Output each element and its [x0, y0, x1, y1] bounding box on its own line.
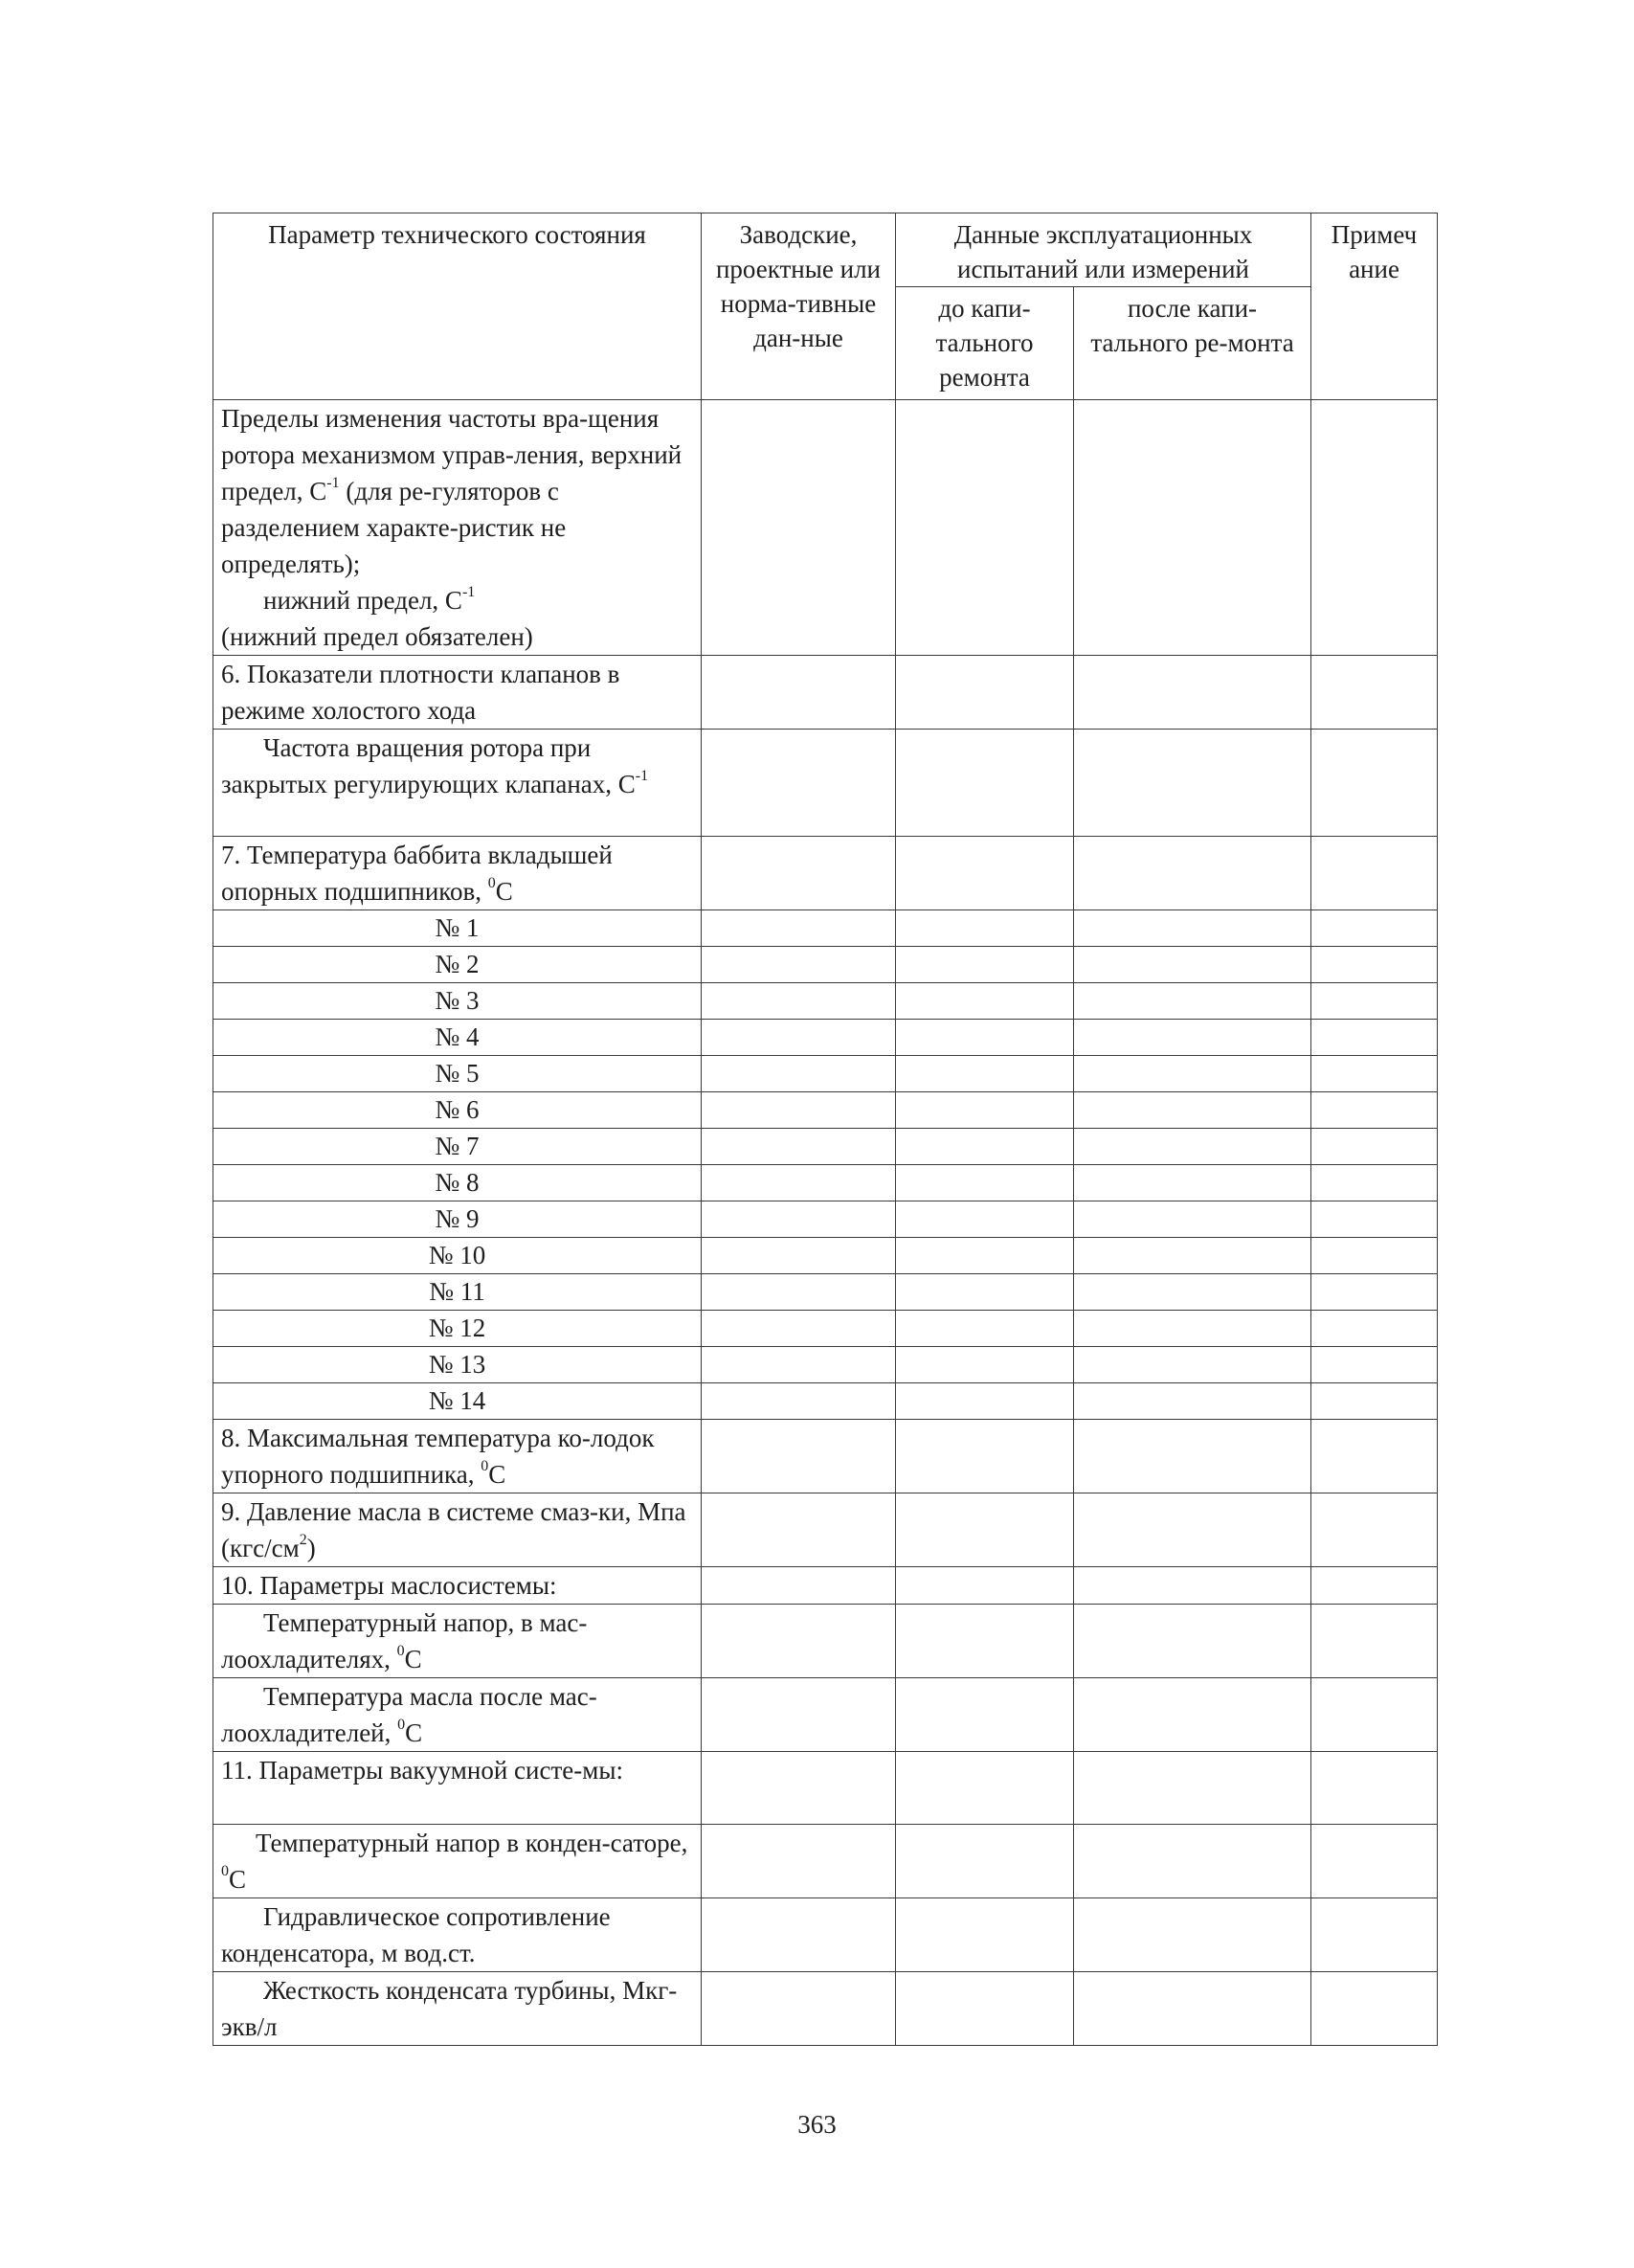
- cell-note[interactable]: [1311, 983, 1438, 1020]
- cell-factory[interactable]: [702, 730, 896, 837]
- cell-after[interactable]: [1074, 1201, 1311, 1238]
- cell-factory[interactable]: [702, 400, 896, 656]
- row-text: Пределы изменения частоты вра-щения ротора механизмом управ-ления, верхний предел, С: [221, 404, 683, 505]
- cell-after[interactable]: [1074, 947, 1311, 983]
- cell-factory[interactable]: [702, 1605, 896, 1678]
- row-text: С: [405, 1718, 423, 1747]
- row-label-vacuum-system: 11. Параметры вакуумной систе-мы:: [213, 1752, 702, 1825]
- row-label-valve-tightness: 6. Показатели плотности клапанов в режиме холостого хода: [213, 656, 702, 730]
- cell-note[interactable]: [1311, 1972, 1438, 2046]
- row-text: Частота вращения ротора при закрытых регулирующих клапанах, С: [221, 733, 636, 798]
- row-text: Температурный напор в конден-саторе,: [256, 1829, 688, 1857]
- cell-factory[interactable]: [702, 656, 896, 730]
- table-row: [213, 1311, 1438, 1347]
- cell-before[interactable]: [896, 1898, 1074, 1972]
- cell-note[interactable]: [1311, 1420, 1438, 1493]
- row-label-babbitt-temperature: [213, 837, 702, 910]
- cell-before[interactable]: [896, 1678, 1074, 1752]
- table-row: [213, 910, 1438, 947]
- table-row: [213, 1201, 1438, 1238]
- row-text: ): [306, 1534, 316, 1562]
- cell-note[interactable]: [1311, 1493, 1438, 1567]
- cell-factory[interactable]: [702, 1274, 896, 1311]
- cell-before[interactable]: [896, 1092, 1074, 1129]
- row-text: С: [229, 1865, 247, 1894]
- superscript: 0: [221, 1863, 229, 1879]
- superscript: 0: [487, 875, 496, 891]
- cell-before[interactable]: [896, 1274, 1074, 1311]
- cell-after[interactable]: [1074, 1274, 1311, 1311]
- row-text: (для ре-гуляторов с разделением характе-ристик не определять);: [221, 477, 567, 578]
- table-row: [213, 1825, 1438, 1898]
- bearing-number: № 10: [213, 1238, 702, 1274]
- cell-before[interactable]: [896, 400, 1074, 656]
- cell-after[interactable]: [1074, 1311, 1311, 1347]
- cell-factory[interactable]: [702, 1493, 896, 1567]
- bearing-number: № 4: [213, 1020, 702, 1056]
- table-row: [213, 1972, 1438, 2046]
- row-text: нижний предел, С: [263, 586, 462, 615]
- table-row: [213, 730, 1438, 837]
- cell-after[interactable]: [1074, 1092, 1311, 1129]
- page-number: 363: [797, 2110, 837, 2139]
- bearing-number: № 14: [213, 1383, 702, 1420]
- table-row: [213, 1347, 1438, 1383]
- cell-after[interactable]: [1074, 1493, 1311, 1567]
- cell-factory[interactable]: [702, 837, 896, 910]
- cell-after[interactable]: [1074, 1420, 1311, 1493]
- table-row: [213, 400, 1438, 656]
- cell-note[interactable]: [1311, 1898, 1438, 1972]
- cell-note[interactable]: [1311, 837, 1438, 910]
- cell-factory[interactable]: [702, 1752, 896, 1825]
- bearing-number: № 8: [213, 1165, 702, 1201]
- cell-note[interactable]: [1311, 1383, 1438, 1420]
- cell-after[interactable]: [1074, 1678, 1311, 1752]
- header-factory-data: Заводские, проектные или норма-тивные дан-ные: [702, 213, 896, 400]
- cell-factory[interactable]: [702, 1567, 896, 1605]
- row-label-oil-temp-after-cooler: [213, 1678, 702, 1752]
- cell-note[interactable]: [1311, 1165, 1438, 1201]
- cell-factory[interactable]: [702, 1678, 896, 1752]
- row-text: (нижний предел обязателен): [221, 622, 533, 651]
- row-label-oil-pressure: [213, 1493, 702, 1567]
- table-row: [213, 1238, 1438, 1274]
- cell-factory[interactable]: [702, 1898, 896, 1972]
- cell-after[interactable]: [1074, 1238, 1311, 1274]
- cell-after[interactable]: [1074, 1056, 1311, 1092]
- table-row: [213, 1165, 1438, 1201]
- cell-note[interactable]: [1311, 1201, 1438, 1238]
- cell-after[interactable]: [1074, 1347, 1311, 1383]
- cell-after[interactable]: [1074, 1898, 1311, 1972]
- superscript: 0: [397, 1717, 406, 1733]
- bearing-number: № 12: [213, 1311, 702, 1347]
- row-text: 7. Температура баббита вкладышей опорных подшипников,: [221, 841, 613, 906]
- cell-after[interactable]: [1074, 656, 1311, 730]
- cell-after[interactable]: [1074, 1567, 1311, 1605]
- table-row: [213, 1274, 1438, 1311]
- cell-before[interactable]: [896, 1493, 1074, 1567]
- row-label-oil-cooler-temp-head: [213, 1605, 702, 1678]
- row-text: С: [488, 1460, 506, 1489]
- cell-factory[interactable]: [702, 1129, 896, 1165]
- cell-after[interactable]: [1074, 983, 1311, 1020]
- cell-after[interactable]: [1074, 910, 1311, 947]
- cell-factory[interactable]: [702, 1092, 896, 1129]
- header-parameter: Параметр технического состояния: [213, 213, 702, 400]
- cell-before[interactable]: [896, 983, 1074, 1020]
- row-text: Температура масла после мас-лоохладителей,: [221, 1682, 597, 1747]
- cell-before[interactable]: [896, 1129, 1074, 1165]
- cell-before[interactable]: [896, 947, 1074, 983]
- cell-note[interactable]: [1311, 1347, 1438, 1383]
- superscript: -1: [461, 584, 476, 600]
- row-label-condenser-temp-head: [213, 1825, 702, 1898]
- header-row-1: [213, 213, 1438, 287]
- cell-after[interactable]: [1074, 1383, 1311, 1420]
- table-row: [213, 656, 1438, 730]
- row-text: 8. Максимальная температура ко-лодок упорного подшипника,: [221, 1424, 655, 1489]
- header-before-repair: до капи-тального ремонта: [896, 287, 1074, 400]
- cell-before[interactable]: [896, 1752, 1074, 1825]
- cell-factory[interactable]: [702, 910, 896, 947]
- bearing-number: № 6: [213, 1092, 702, 1129]
- cell-note[interactable]: [1311, 1311, 1438, 1347]
- cell-after[interactable]: [1074, 1605, 1311, 1678]
- cell-before[interactable]: [896, 1201, 1074, 1238]
- table-row: [213, 1898, 1438, 1972]
- cell-before[interactable]: [896, 1020, 1074, 1056]
- bearing-number: № 3: [213, 983, 702, 1020]
- cell-before[interactable]: [896, 910, 1074, 947]
- cell-factory[interactable]: [702, 1238, 896, 1274]
- row-text: С: [495, 877, 513, 906]
- condition-parameters-table: [213, 213, 1438, 2046]
- cell-before[interactable]: [896, 837, 1074, 910]
- row-label-condenser-hydraulic-resistance: Гидравлическое сопротивление конденсатора, м вод.ст.: [213, 1898, 702, 1972]
- row-text: Температурный напор, в мас-лоохладителях,: [221, 1608, 588, 1673]
- superscript: 0: [481, 1458, 489, 1474]
- table-row: [213, 1567, 1438, 1605]
- cell-after[interactable]: [1074, 1165, 1311, 1201]
- table-row: [213, 983, 1438, 1020]
- cell-note[interactable]: [1311, 1605, 1438, 1678]
- table-row: [213, 1678, 1438, 1752]
- cell-factory[interactable]: [702, 1972, 896, 2046]
- table-row: [213, 1493, 1438, 1567]
- bearing-number: № 5: [213, 1056, 702, 1092]
- row-label-thrust-pad-temperature: [213, 1420, 702, 1493]
- row-label-condensate-hardness: Жесткость конденсата турбины, Мкг-экв/л: [213, 1972, 702, 2046]
- cell-factory[interactable]: [702, 983, 896, 1020]
- table-row: [213, 1605, 1438, 1678]
- cell-note[interactable]: [1311, 1825, 1438, 1898]
- row-label-rotor-speed-closed-valves: [213, 730, 702, 837]
- cell-note[interactable]: [1311, 1274, 1438, 1311]
- header-operational-data: Данные эксплуатационных испытаний или измерений: [896, 213, 1311, 287]
- table-row: [213, 1383, 1438, 1420]
- table-row: [213, 837, 1438, 910]
- cell-factory[interactable]: [702, 947, 896, 983]
- row-text: С: [404, 1645, 422, 1673]
- cell-factory[interactable]: [702, 1311, 896, 1347]
- cell-before[interactable]: [896, 1311, 1074, 1347]
- cell-before[interactable]: [896, 1347, 1074, 1383]
- cell-note[interactable]: [1311, 1129, 1438, 1165]
- cell-factory[interactable]: [702, 1020, 896, 1056]
- cell-after[interactable]: [1074, 1752, 1311, 1825]
- table-row: [213, 1020, 1438, 1056]
- header-after-repair: после капи-тального ре-монта: [1074, 287, 1311, 400]
- bearing-number: № 7: [213, 1129, 702, 1165]
- cell-factory[interactable]: [702, 1056, 896, 1092]
- cell-note[interactable]: [1311, 1056, 1438, 1092]
- table-row: [213, 947, 1438, 983]
- header-note: Примеч ание: [1311, 213, 1438, 400]
- superscript: -1: [326, 475, 340, 491]
- cell-after[interactable]: [1074, 1020, 1311, 1056]
- bearing-number: № 2: [213, 947, 702, 983]
- cell-note[interactable]: [1311, 400, 1438, 656]
- cell-factory[interactable]: [702, 1383, 896, 1420]
- cell-factory[interactable]: [702, 1825, 896, 1898]
- cell-after[interactable]: [1074, 837, 1311, 910]
- bearing-number: № 1: [213, 910, 702, 947]
- superscript: -1: [635, 768, 649, 784]
- cell-after[interactable]: [1074, 1825, 1311, 1898]
- cell-note[interactable]: [1311, 1752, 1438, 1825]
- table-row: [213, 1420, 1438, 1493]
- cell-factory[interactable]: [702, 1201, 896, 1238]
- table-row: [213, 1092, 1438, 1129]
- cell-note[interactable]: [1311, 1567, 1438, 1605]
- cell-factory[interactable]: [702, 1420, 896, 1493]
- cell-before[interactable]: [896, 1420, 1074, 1493]
- cell-after[interactable]: [1074, 730, 1311, 837]
- cell-before[interactable]: [896, 1825, 1074, 1898]
- cell-note[interactable]: [1311, 1238, 1438, 1274]
- cell-after[interactable]: [1074, 1972, 1311, 2046]
- table-row: [213, 1056, 1438, 1092]
- cell-before[interactable]: [896, 1056, 1074, 1092]
- cell-note[interactable]: [1311, 1678, 1438, 1752]
- cell-note[interactable]: [1311, 656, 1438, 730]
- cell-before[interactable]: [896, 1383, 1074, 1420]
- bearing-number: № 9: [213, 1201, 702, 1238]
- row-text: 9. Давление масла в системе смаз-ки, Мпа (кгс/см: [221, 1497, 686, 1562]
- superscript: 0: [396, 1643, 405, 1659]
- cell-note[interactable]: [1311, 730, 1438, 837]
- cell-note[interactable]: [1311, 947, 1438, 983]
- cell-note[interactable]: [1311, 910, 1438, 947]
- bearing-number: № 13: [213, 1347, 702, 1383]
- cell-before[interactable]: [896, 1605, 1074, 1678]
- row-label-speed-limits: [213, 400, 702, 656]
- cell-before[interactable]: [896, 730, 1074, 837]
- cell-before[interactable]: [896, 656, 1074, 730]
- row-label-oil-system: 10. Параметры маслосистемы:: [213, 1567, 702, 1605]
- cell-after[interactable]: [1074, 1129, 1311, 1165]
- cell-before[interactable]: [896, 1165, 1074, 1201]
- cell-factory[interactable]: [702, 1347, 896, 1383]
- cell-after[interactable]: [1074, 400, 1311, 656]
- superscript: 2: [299, 1532, 307, 1548]
- table-row: [213, 1129, 1438, 1165]
- cell-before[interactable]: [896, 1238, 1074, 1274]
- cell-before[interactable]: [896, 1972, 1074, 2046]
- cell-before[interactable]: [896, 1567, 1074, 1605]
- cell-note[interactable]: [1311, 1092, 1438, 1129]
- cell-note[interactable]: [1311, 1020, 1438, 1056]
- cell-factory[interactable]: [702, 1165, 896, 1201]
- table-row: [213, 1752, 1438, 1825]
- bearing-number: № 11: [213, 1274, 702, 1311]
